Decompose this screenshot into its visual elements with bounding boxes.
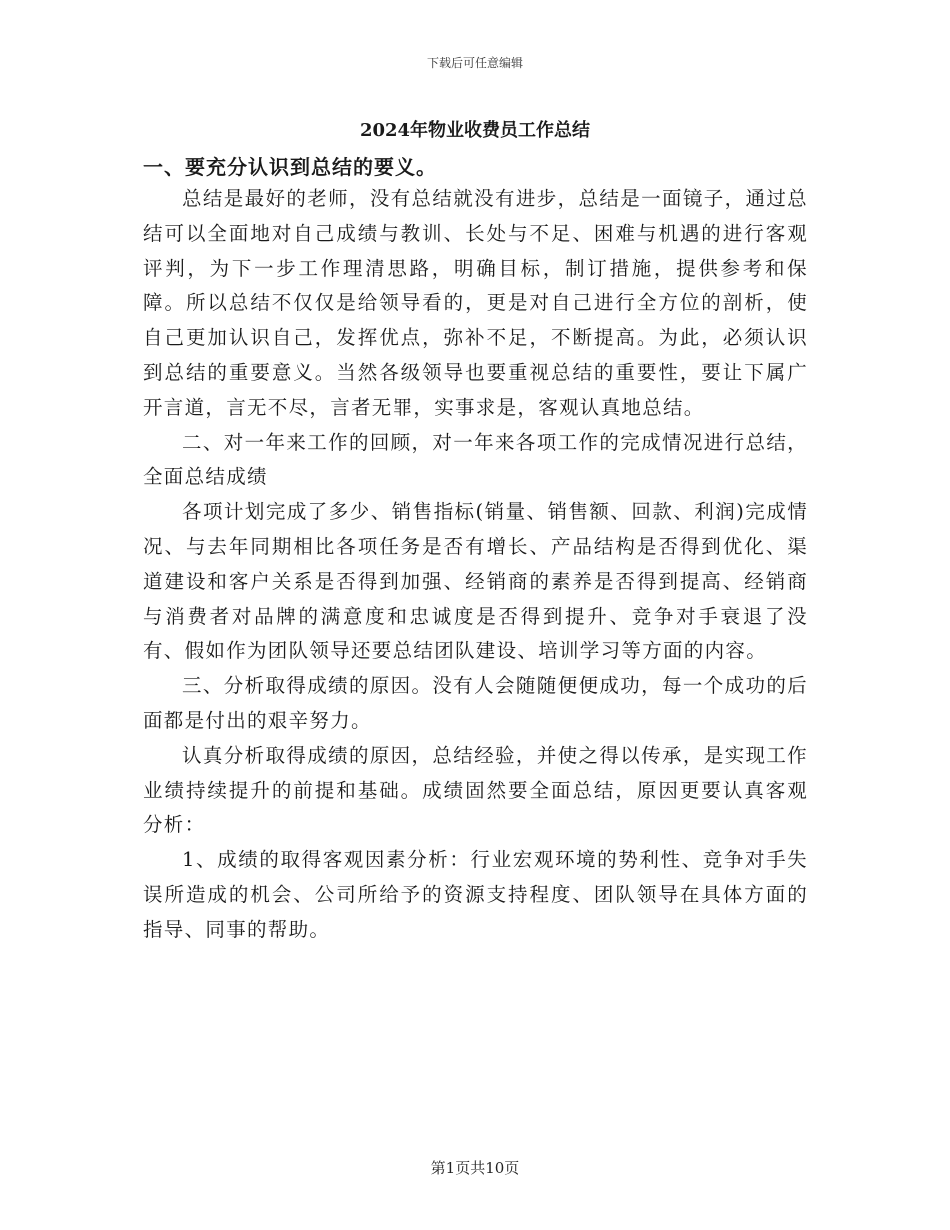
paragraph-4: 三、分析取得成绩的原因。没有人会随随便便成功，每一个成功的后面都是付出的艰辛努力。 bbox=[143, 674, 808, 732]
document-title: 2024年物业收费员工作总结 bbox=[359, 120, 591, 141]
paragraph-2: 二、对一年来工作的回顾，对一年来各项工作的完成情况进行总结，全面总结成绩 bbox=[143, 430, 808, 489]
paragraph-3: 各项计划完成了多少、销售指标(销量、销售额、回款、利润)完成情况、与去年同期相比各项任务是否有增长、产品结构是否得到优化、渠道建设和客户关系是否得到加强、经销商的素养是否得到提高、经销商与消费者对品牌的满意度和忠诚度是否得到提升、竞争对手衰退了没有、假如作为团队领导还要总结团队建设、培训学习等方面的内容。 bbox=[143, 500, 808, 663]
paragraph-6: 1、成绩的取得客观因素分析：行业宏观环境的势利性、竞争对手失误所造成的机会、公司所给予的资源支持程度、团队领导在具体方面的指导、同事的帮助。 bbox=[143, 848, 808, 941]
section-heading: 一、要充分认识到总结的要义。 bbox=[143, 155, 437, 179]
document-body bbox=[143, 182, 808, 948]
page-footer: 第1页共10页 bbox=[430, 1159, 520, 1177]
header-note: 下载后可任意编辑 bbox=[426, 56, 523, 70]
paragraph-5: 认真分析取得成绩的原因，总结经验，并使之得以传承，是实现工作业绩持续提升的前提和基础。成绩固然要全面总结，原因更要认真客观分析： bbox=[143, 743, 808, 837]
paragraph-1: 总结是最好的老师，没有总结就没有进步，总结是一面镜子，通过总结可以全面地对自己成绩与教训、长处与不足、困难与机遇的进行客观评判，为下一步工作理清思路，明确目标，制订措施，提供参考和保障。所以总结不仅仅是给领导看的，更是对自己进行全方位的剖析，使自己更加认识自己，发挥优点，弥补不足，不断提高。为此，必须认识到总结的重要意义。当然各级领导也要重视总结的重要性，要让下属广开言道，言无不尽，言者无罪，实事求是，客观认真地总结。 bbox=[143, 187, 808, 419]
